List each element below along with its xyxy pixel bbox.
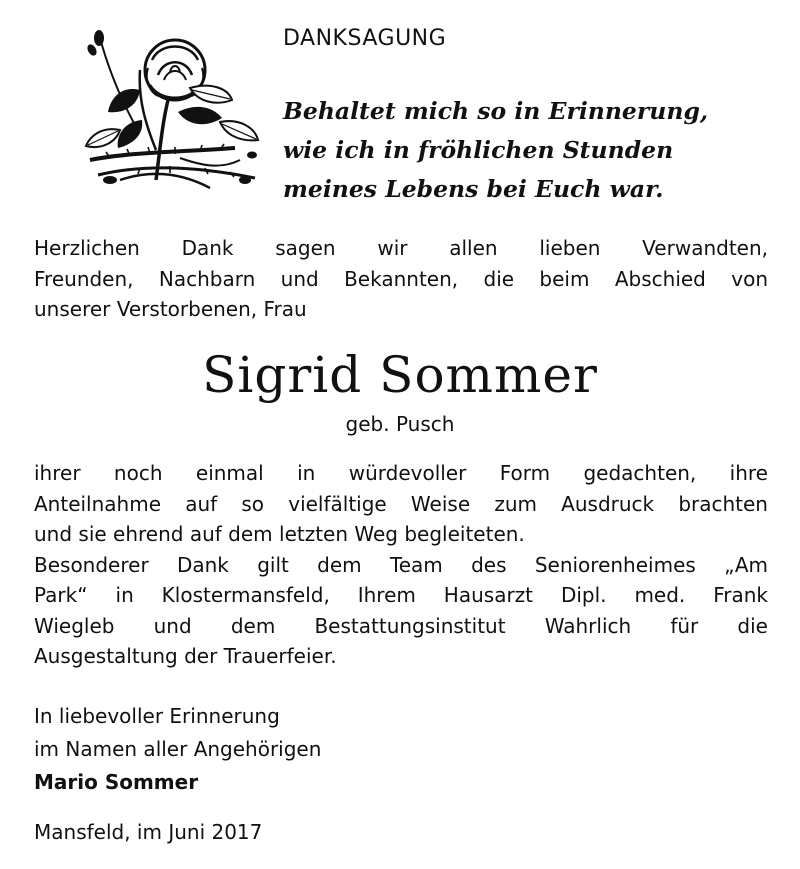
- rose-icon: [80, 30, 265, 195]
- closing-line: im Namen aller Angehörigen: [34, 737, 322, 761]
- text-line: Herzlichen Dank sagen wir allen lieben Verwandten,: [34, 236, 768, 260]
- text-line: Freunden, Nachbarn und Bekannten, die beim Abschied von: [34, 266, 768, 291]
- motto-line: wie ich in fröhlichen Stunden: [283, 136, 674, 164]
- text-line: Anteilnahme auf so vielfältige Weise zum Ausdruck brachten: [34, 491, 768, 516]
- notice-heading: DANKSAGUNG: [283, 26, 447, 51]
- signer-name: Mario Sommer: [34, 770, 199, 794]
- motto-line: Behaltet mich so in Erinnerung,: [283, 97, 709, 125]
- text-line: Wiegleb und dem Bestattungsinstitut Wahrlich für die: [34, 613, 768, 638]
- motto-quote: [283, 92, 763, 209]
- closing-block: [34, 700, 321, 799]
- deceased-name: Sigrid Sommer: [202, 346, 598, 404]
- text-line: Besonderer Dank gilt dem Team des Seniorenheimes „Am: [34, 552, 768, 577]
- intro-paragraph: [34, 233, 768, 325]
- text-line: ihrer noch einmal in würdevoller Form gedachten, ihre: [34, 461, 768, 485]
- place-date: Mansfeld, im Juni 2017: [34, 820, 263, 844]
- motto-line: meines Lebens bei Euch war.: [283, 175, 664, 203]
- birth-name: geb. Pusch: [345, 412, 455, 436]
- text-line: unserer Verstorbenen, Frau: [34, 297, 307, 321]
- text-line: Park“ in Klostermansfeld, Ihrem Hausarzt Dipl. med. Frank: [34, 583, 768, 607]
- thanks-paragraph: [34, 458, 768, 672]
- text-line: und sie ehrend auf dem letzten Weg begleiteten.: [34, 522, 525, 546]
- closing-line: In liebevoller Erinnerung: [34, 704, 280, 728]
- text-line: Ausgestaltung der Trauerfeier.: [34, 644, 337, 668]
